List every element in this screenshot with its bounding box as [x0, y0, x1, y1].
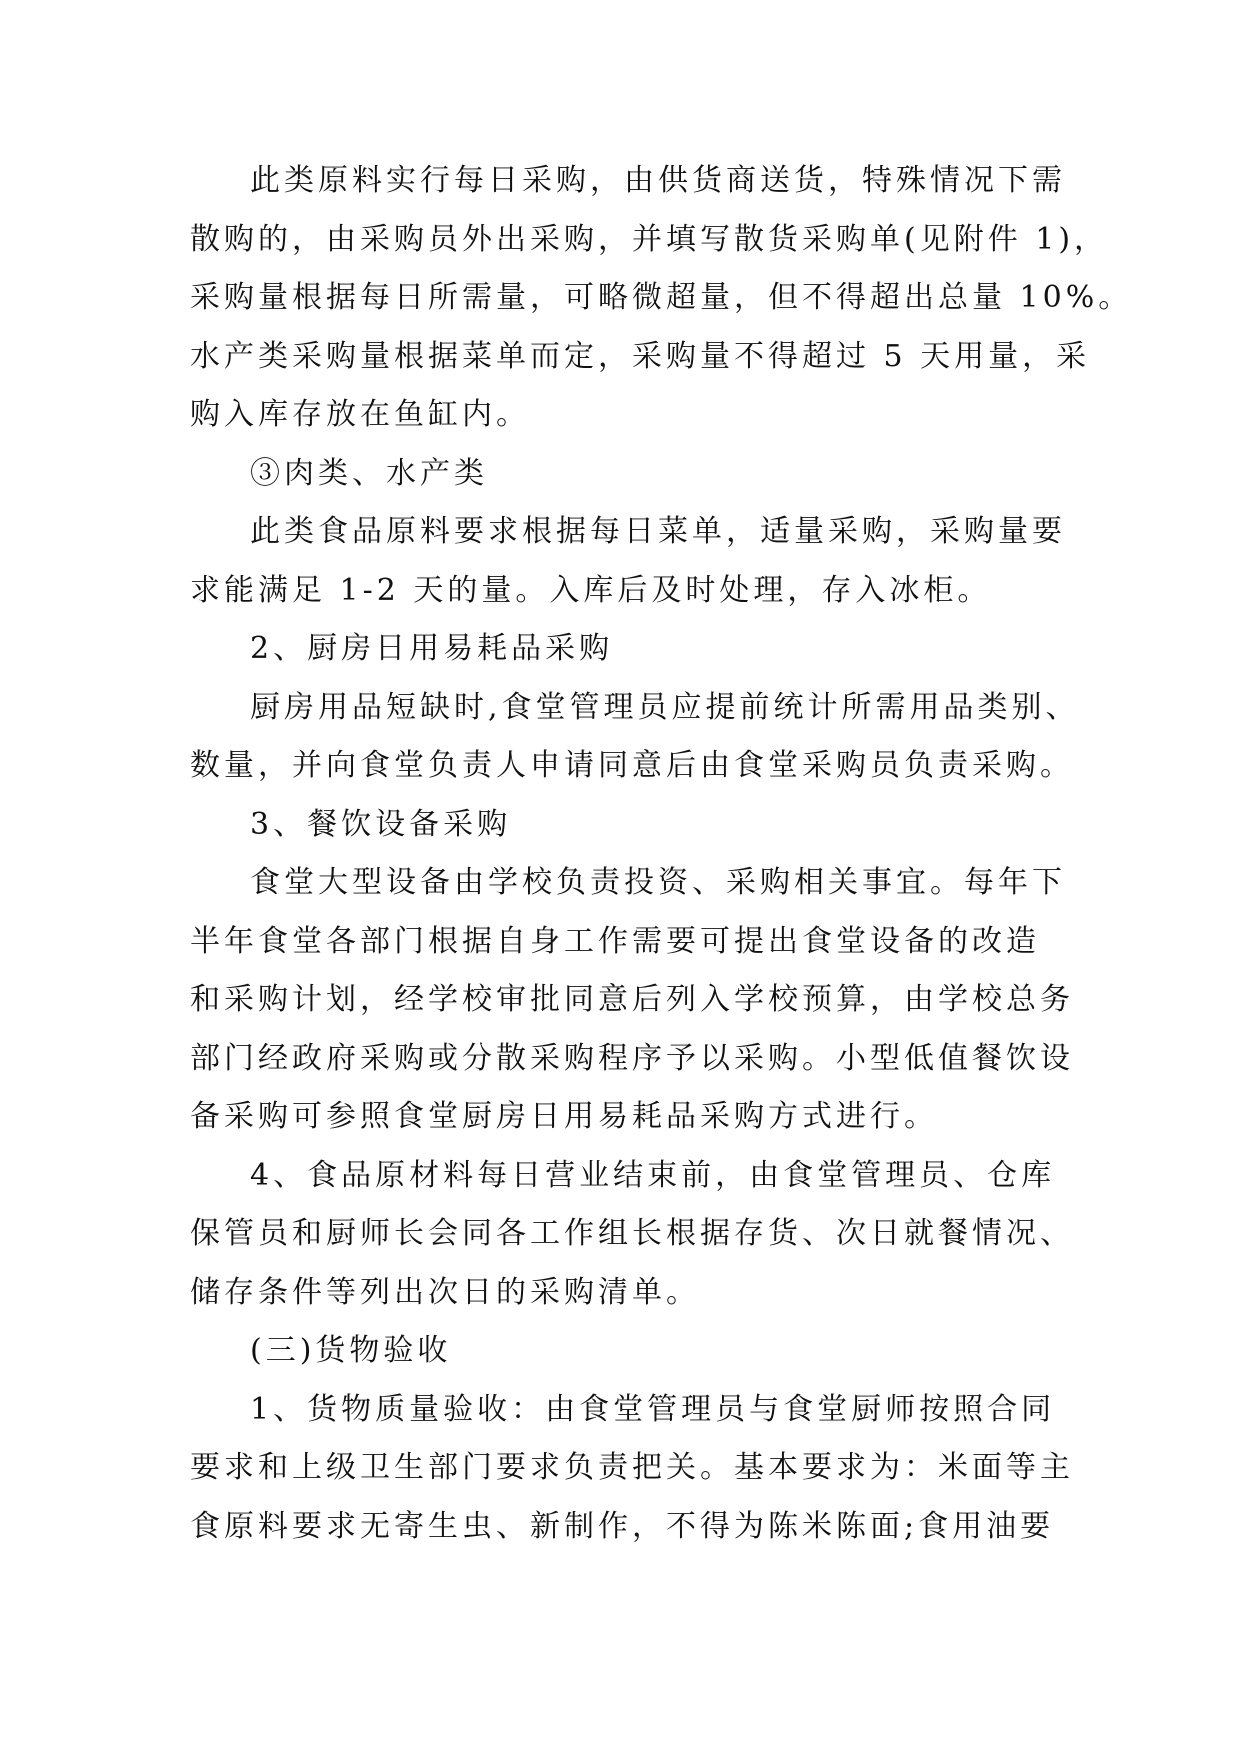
- paragraph-line: 此类食品原料要求根据每日菜单，适量采购，采购量要: [250, 514, 1066, 549]
- paragraph-line: 采购量根据每日所需量，可略微超量，但不得超出总量 10%。: [190, 280, 1133, 315]
- paragraph-line: 保管员和厨师长会同各工作组长根据存货、次日就餐情况、: [190, 1216, 1074, 1251]
- paragraph-line: 要求和上级卫生部门要求负责把关。基本要求为：米面等主: [190, 1450, 1074, 1485]
- paragraph-line: 水产类采购量根据菜单而定，采购量不得超过 5 天用量，采: [190, 338, 1091, 374]
- paragraph-line: 此类原料实行每日采购，由供货商送货，特殊情况下需: [250, 163, 1066, 198]
- paragraph-line: 数量，并向食堂负责人申请同意后由食堂采购员负责采购。: [190, 748, 1074, 783]
- paragraph-line: 求能满足 1-2 天的量。入库后及时处理，存入冰柜。: [190, 572, 992, 608]
- paragraph-line: 散购的，由采购员外出采购，并填写散货采购单(见附件 1)，: [190, 221, 1109, 257]
- section-heading: (三)货物验收: [250, 1333, 452, 1368]
- document-body: [190, 152, 1133, 1556]
- paragraph-line: 备采购可参照食堂厨房日用易耗品采购方式进行。: [190, 1099, 938, 1134]
- section-heading: 2、厨房日用易耗品采购: [250, 631, 614, 666]
- paragraph-line: 4、食品原材料每日营业结束前，由食堂管理员、仓库: [250, 1157, 1056, 1193]
- paragraph-line: 1、货物质量验收：由食堂管理员与食堂厨师按照合同: [250, 1391, 1056, 1427]
- paragraph-line: 储存条件等列出次日的采购清单。: [190, 1274, 700, 1310]
- section-heading: 3、餐饮设备采购: [250, 806, 512, 842]
- paragraph-line: 部门经政府采购或分散采购程序予以采购。小型低值餐饮设: [190, 1040, 1074, 1076]
- paragraph-line: 半年食堂各部门根据自身工作需要可提出食堂设备的改造: [190, 923, 1040, 959]
- section-heading: ③肉类、水产类: [250, 455, 488, 491]
- paragraph-line: 食原料要求无寄生虫、新制作，不得为陈米陈面;食用油要: [190, 1508, 1055, 1544]
- paragraph-line: 购入库存放在鱼缸内。: [190, 397, 530, 432]
- paragraph-line: 和采购计划，经学校审批同意后列入学校预算，由学校总务: [190, 982, 1074, 1017]
- paragraph-line: 食堂大型设备由学校负责投资、采购相关事宜。每年下: [250, 865, 1066, 900]
- paragraph-line: 厨房用品短缺时,食堂管理员应提前统计所需用品类别、: [250, 689, 1080, 725]
